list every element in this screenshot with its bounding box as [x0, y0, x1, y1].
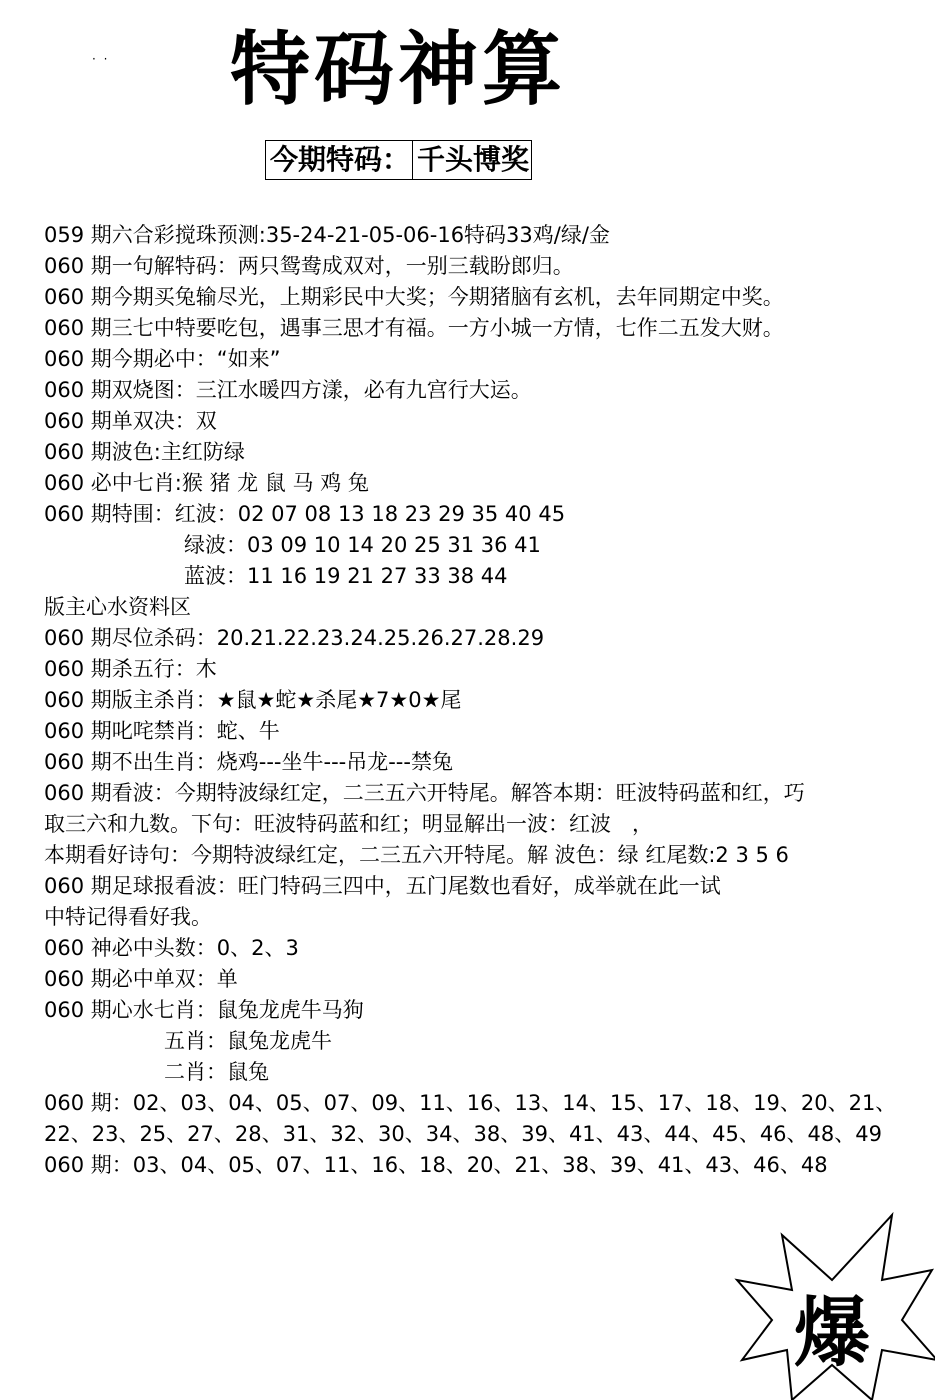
text-line: 060 期尽位杀码：20.21.22.23.24.25.26.27.28.29: [44, 626, 545, 650]
text-line: 059 期六合彩搅珠预测:35-24-21-05-06-16特码33鸡/绿/金: [44, 223, 610, 247]
text-line: 060 期心水七肖：鼠兔龙虎牛马狗: [44, 998, 364, 1022]
text-line: 060 期杀五行：木: [44, 657, 217, 681]
corner-dots: · ·: [92, 52, 110, 66]
text-line: 060 期单双决：双: [44, 409, 217, 433]
text-line: 060 期不出生肖：烧鸡---坐牛---吊龙---禁兔: [44, 750, 453, 774]
text-line: 060 期：02、03、04、05、07、09、11、16、13、14、15、17、18、19、20、21、: [44, 1091, 897, 1115]
text-line: 060 期叱咤禁肖：蛇、牛: [44, 719, 280, 743]
text-line: 060 神必中头数：0、2、3: [44, 936, 299, 960]
text-line: 060 期看波：今期特波绿红定，二三五六开特尾。解答本期：旺波特码蓝和红，巧: [44, 781, 805, 805]
text-line: 060 期特围：红波：02 07 08 13 18 23 29 35 40 45: [44, 502, 566, 526]
text-line: 五肖：鼠兔龙虎牛: [164, 1029, 332, 1053]
text-line: 060 期版主杀肖：★鼠★蛇★杀尾★7★0★尾: [44, 688, 462, 712]
text-line: 060 期今期必中：“如来”: [44, 347, 281, 371]
text-line: 060 期：03、04、05、07、11、16、18、20、21、38、39、41、43、46、48: [44, 1153, 828, 1177]
subtitle-value: 千头博奖: [412, 141, 529, 179]
text-line: 060 期今期买兔输尽光，上期彩民中大奖；今期猪脑有玄机，去年同期定中奖。: [44, 285, 784, 309]
text-line: 绿波：03 09 10 14 20 25 31 36 41: [184, 533, 541, 557]
burst-label: 爆: [794, 1288, 870, 1377]
text-line: 060 期波色:主红防绿: [44, 440, 245, 464]
text-line: 蓝波：11 16 19 21 27 33 38 44: [184, 564, 508, 588]
section-heading: 版主心水资料区: [44, 595, 191, 619]
subtitle-label: 今期特码：: [270, 143, 411, 176]
page-title: 特码神算: [230, 23, 566, 116]
text-line: 060 期双烧图：三江水暖四方漾，必有九宫行大运。: [44, 378, 532, 402]
text-line: 本期看好诗句：今期特波绿红定，二三五六开特尾。解 波色：绿 红尾数:2 3 5 6: [44, 843, 789, 867]
prediction-list: [44, 220, 924, 1181]
text-line: 中特记得看好我。: [44, 905, 212, 929]
text-line: 060 期一句解特码：两只鸳鸯成双对，一别三载盼郎归。: [44, 254, 574, 278]
subtitle-box: [265, 140, 532, 180]
text-line: 060 期足球报看波：旺门特码三四中，五门尾数也看好，成举就在此一试: [44, 874, 721, 898]
text-line: 取三六和九数。下句：旺波特码蓝和红；明显解出一波：红波 ，: [44, 812, 653, 836]
text-line: 二肖：鼠兔: [164, 1060, 269, 1084]
text-line: 22、23、25、27、28、31、32、30、34、38、39、41、43、44、45、46、48、49: [44, 1122, 882, 1146]
text-line: 060 必中七肖:猴 猪 龙 鼠 马 鸡 兔: [44, 471, 369, 495]
text-line: 060 期必中单双：单: [44, 967, 238, 991]
text-line: 060 期三七中特要吃包，遇事三思才有福。一方小城一方情，七作二五发大财。: [44, 316, 784, 340]
